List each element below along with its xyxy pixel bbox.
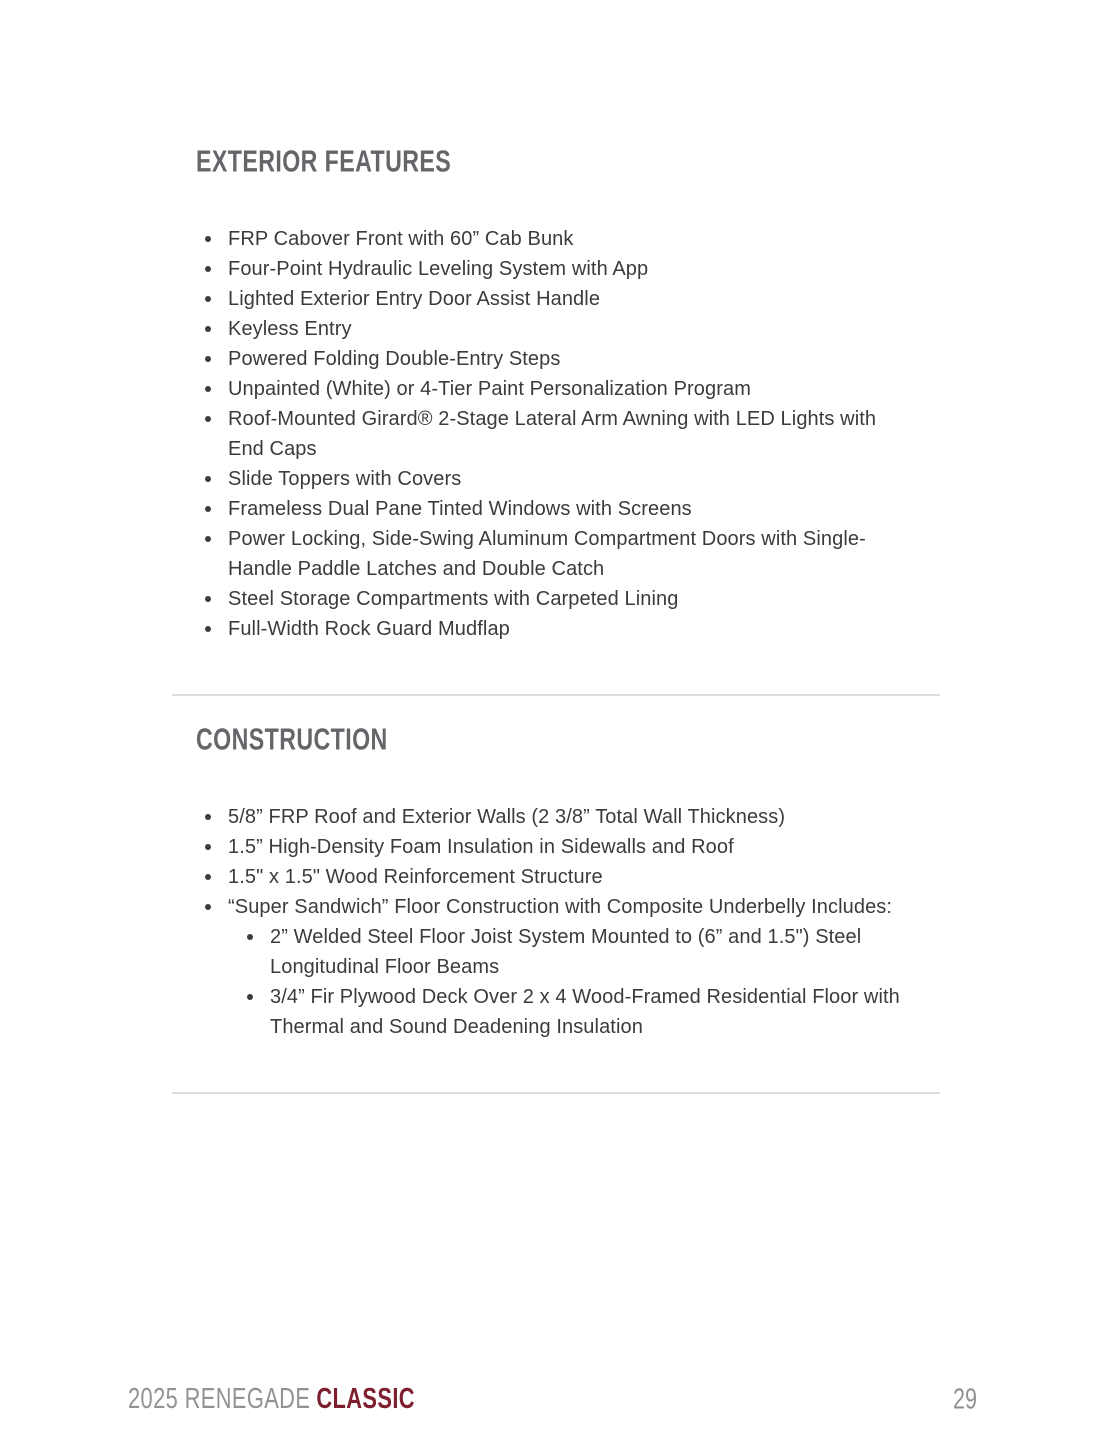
- page-content: [196, 146, 940, 1122]
- list-item: [196, 464, 916, 494]
- section-divider: [172, 1092, 940, 1094]
- list-item: [196, 892, 916, 1042]
- list-item-text: Full-Width Rock Guard Mudflap: [228, 618, 510, 640]
- section-divider: [172, 694, 940, 696]
- list-item-text: Roof-Mounted Girard® 2-Stage Lateral Arm Awning with LED Lights with End Caps: [228, 408, 877, 460]
- list-item-text: 3/4” Fir Plywood Deck Over 2 x 4 Wood-Framed Residential Floor with Thermal and Sound Deadening Insulation: [270, 986, 900, 1038]
- list-item-text: Four-Point Hydraulic Leveling System with App: [228, 258, 649, 280]
- list-item: [196, 374, 916, 404]
- list-item-text: Steel Storage Compartments with Carpeted Lining: [228, 588, 679, 610]
- list-item-text: 2” Welded Steel Floor Joist System Mounted to (6” and 1.5") Steel Longitudinal Floor Beams: [270, 926, 862, 978]
- brand-logo: [128, 1384, 415, 1415]
- list-item: [196, 284, 916, 314]
- list-item: [196, 254, 916, 284]
- list-item: [196, 832, 916, 862]
- page-number: 29: [952, 1383, 977, 1415]
- list-item: [196, 614, 916, 644]
- section-construction: [196, 724, 940, 1042]
- exterior-features-title: EXTERIOR FEATURES: [196, 145, 452, 179]
- list-item-text: Unpainted (White) or 4-Tier Paint Personalization Program: [228, 378, 751, 400]
- list-item-text: 1.5" x 1.5" Wood Reinforcement Structure: [228, 866, 603, 888]
- sub-list-item: [238, 922, 906, 982]
- brand-name-gray: 2025 RENEGADE: [128, 1382, 311, 1415]
- list-item-text: Frameless Dual Pane Tinted Windows with Screens: [228, 498, 692, 520]
- list-item-text: Power Locking, Side-Swing Aluminum Compartment Doors with Single-Handle Paddle Latches and Double Catch: [228, 528, 866, 580]
- list-item-text: 5/8” FRP Roof and Exterior Walls (2 3/8” Total Wall Thickness): [228, 806, 786, 828]
- list-item-text: “Super Sandwich” Floor Construction with Composite Underbelly Includes:: [228, 896, 893, 918]
- sub-list-item: [238, 982, 906, 1042]
- list-item: [196, 404, 916, 464]
- section-exterior-features: [196, 146, 940, 644]
- list-item: [196, 524, 916, 584]
- exterior-features-list: [196, 224, 916, 644]
- list-item: [196, 344, 916, 374]
- list-item: [196, 862, 916, 892]
- list-item: [196, 314, 916, 344]
- list-item-text: Slide Toppers with Covers: [228, 468, 462, 490]
- list-item-text: FRP Cabover Front with 60” Cab Bunk: [228, 228, 574, 250]
- brand-name-maroon: CLASSIC: [316, 1382, 415, 1415]
- list-item-text: Keyless Entry: [228, 318, 352, 340]
- list-item: [196, 224, 916, 254]
- list-item: [196, 802, 916, 832]
- sub-list: [238, 922, 906, 1042]
- list-item: [196, 494, 916, 524]
- list-item-text: Lighted Exterior Entry Door Assist Handle: [228, 288, 601, 310]
- page-footer: [0, 1384, 1113, 1418]
- construction-title: CONSTRUCTION: [196, 723, 388, 757]
- list-item: [196, 584, 916, 614]
- list-item-text: Powered Folding Double-Entry Steps: [228, 348, 561, 370]
- list-item-text: 1.5” High-Density Foam Insulation in Sidewalls and Roof: [228, 836, 734, 858]
- construction-list: [196, 802, 916, 1042]
